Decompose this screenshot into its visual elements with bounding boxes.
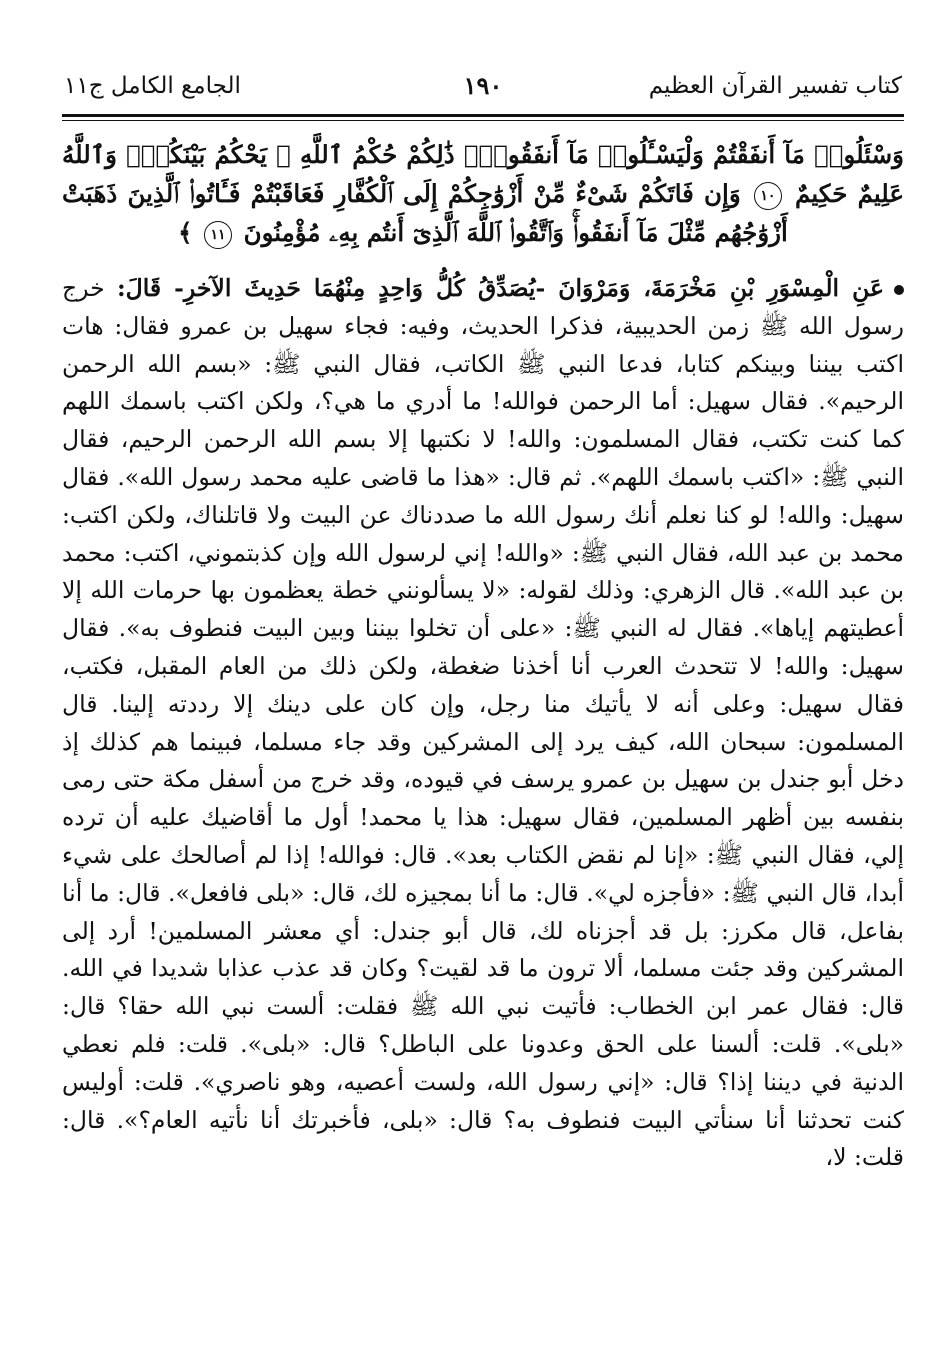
running-header (62, 64, 904, 108)
verse-text-part1: وَسْئَلُوا۟ مَآ أَنفَقْتُمْ وَلْيَسْـَٔلُوا۟ مَآ أَنفَقُوا۟ۚ ذَٰلِكُمْ حُكْمُ ٱللَّهِ ۖ يَحْكُمُ بَيْنَكُمْۚ وَٱللَّهُ عَلِيمٌ حَكِيمٌ (62, 140, 904, 208)
hadith-isnad: عَنِ الْمِسْوَرِ بْنِ مَخْرَمَةَ، وَمَرْوَانَ -يُصَدِّقُ كُلُّ وَاحِدٍ مِنْهُمَا حَدِيثَ الآخرِ- قَالَ: (117, 274, 884, 302)
header-rule-thin (62, 120, 904, 121)
ayah-number-11: ١١ (204, 221, 232, 249)
ayah-number-10: ١٠ (754, 182, 782, 210)
book-page (62, 64, 904, 1354)
verse-closing-bracket: ﴾ (178, 218, 193, 247)
page-number: ١٩٠ (463, 71, 503, 100)
book-title: كتاب تفسير القرآن العظيم (648, 73, 902, 99)
hadith-body: خرج رسول الله ﷺ زمن الحديبية، فذكرا الحديث، وفيه: فجاء سهيل بن عمرو فقال: هات اكتب بيننا وبينكم كتابا، فدعا النبي ﷺ الكاتب، فقال النبي ﷺ: «بسم الله الرحمن الرحيم». فقال سهيل: أما الرحمن فوالله! ما أدري ما هي؟، ولكن اكتب باسمك اللهم كما كنت تكتب، فقال المسلمون: والله! لا نكتبها إلا بسم الله الرحمن الرحيم، فقال النبي ﷺ: «اكتب باسمك اللهم». ثم قال: «هذا ما قاضى عليه محمد رسول الله». فقال سهيل: والله! لو كنا نعلم أنك رسول الله ما صددناك عن البيت ولا قاتلناك، ولكن اكتب: محمد بن عبد الله، فقال النبي ﷺ: «والله! إني لرسول الله وإن كذبتموني، اكتب: محمد بن عبد الله». قال الزهري: وذلك لقوله: «لا يسألونني خطة يعظمون بها حرمات الله إلا أعطيتهم إياها». فقال له النبي ﷺ: «على أن تخلوا بيننا وبين البيت فنطوف به». فقال سهيل: والله! لا تتحدث العرب أنا أخذنا ضغطة، ولكن ذلك من العام المقبل، فكتب، فقال سهيل: وعلى أنه لا يأتيك منا رجل، وإن كان على دينك إلا رددته إلينا. قال المسلمون: سبحان الله، كيف يرد إلى المشركين وقد جاء مسلما، فبينما هم كذلك إذ دخل أبو جندل بن سهيل بن عمرو يرسف في قيوده، وقد خرج من أسفل مكة حتى رمى بنفسه بين أظهر المسلمين، فقال سهيل: هذا يا محمد! أول ما أقاضيك عليه أن ترده إلي، فقال النبي ﷺ: «إنا لم نقض الكتاب بعد». قال: فوالله! إذا لم أصالحك على شيء أبدا، قال النبي ﷺ: «فأجزه لي». قال: ما أنا بمجيزه لك، قال: «بلى فافعل». قال: ما أنا بفاعل، قال مكرز: بل قد أجزناه لك، قال أبو جندل: أي معشر المسلمين! أرد إلى المشركين وقد جئت مسلما، ألا ترون ما قد لقيت؟ وكان قد عذب عذابا شديدا في الله. قال: فقال عمر ابن الخطاب: فأتيت نبي الله ﷺ فقلت: ألست نبي الله حقا؟ قال: «بلى». قلت: ألسنا على الحق وعدونا على الباطل؟ قال: «بلى». قلت: فلم نعطي الدنية في ديننا إذا؟ قال: «إني رسول الله، ولست أعصيه، وهو ناصري». قلت: أوليس كنت تحدثنا أنا سنأتي البيت فنطوف به؟ قال: «بلى، فأخبرتك أنا نأتيه العام؟». قال: قلت: لا، (62, 274, 904, 1172)
volume-label: الجامع الكامل ج١١ (64, 73, 241, 99)
header-rule-thick (62, 114, 904, 117)
hadith-text (62, 270, 904, 1177)
verse-text-part2: وَإِن فَاتَكُمْ شَىْءٌ مِّنْ أَزْوَٰجِكُمْ إِلَى ٱلْكُفَّارِ فَعَاقَبْتُمْ فَـَٔاتُوا۟ ٱلَّذِينَ ذَهَبَتْ أَزْوَٰجُهُم مِّثْلَ مَآ أَنفَقُوا۟ۚ وَٱتَّقُوا۟ ٱللَّهَ ٱلَّذِىٓ أَنتُم بِهِۦ مُؤْمِنُونَ (62, 179, 788, 247)
quran-verse (62, 135, 904, 252)
bullet-icon (894, 285, 904, 295)
